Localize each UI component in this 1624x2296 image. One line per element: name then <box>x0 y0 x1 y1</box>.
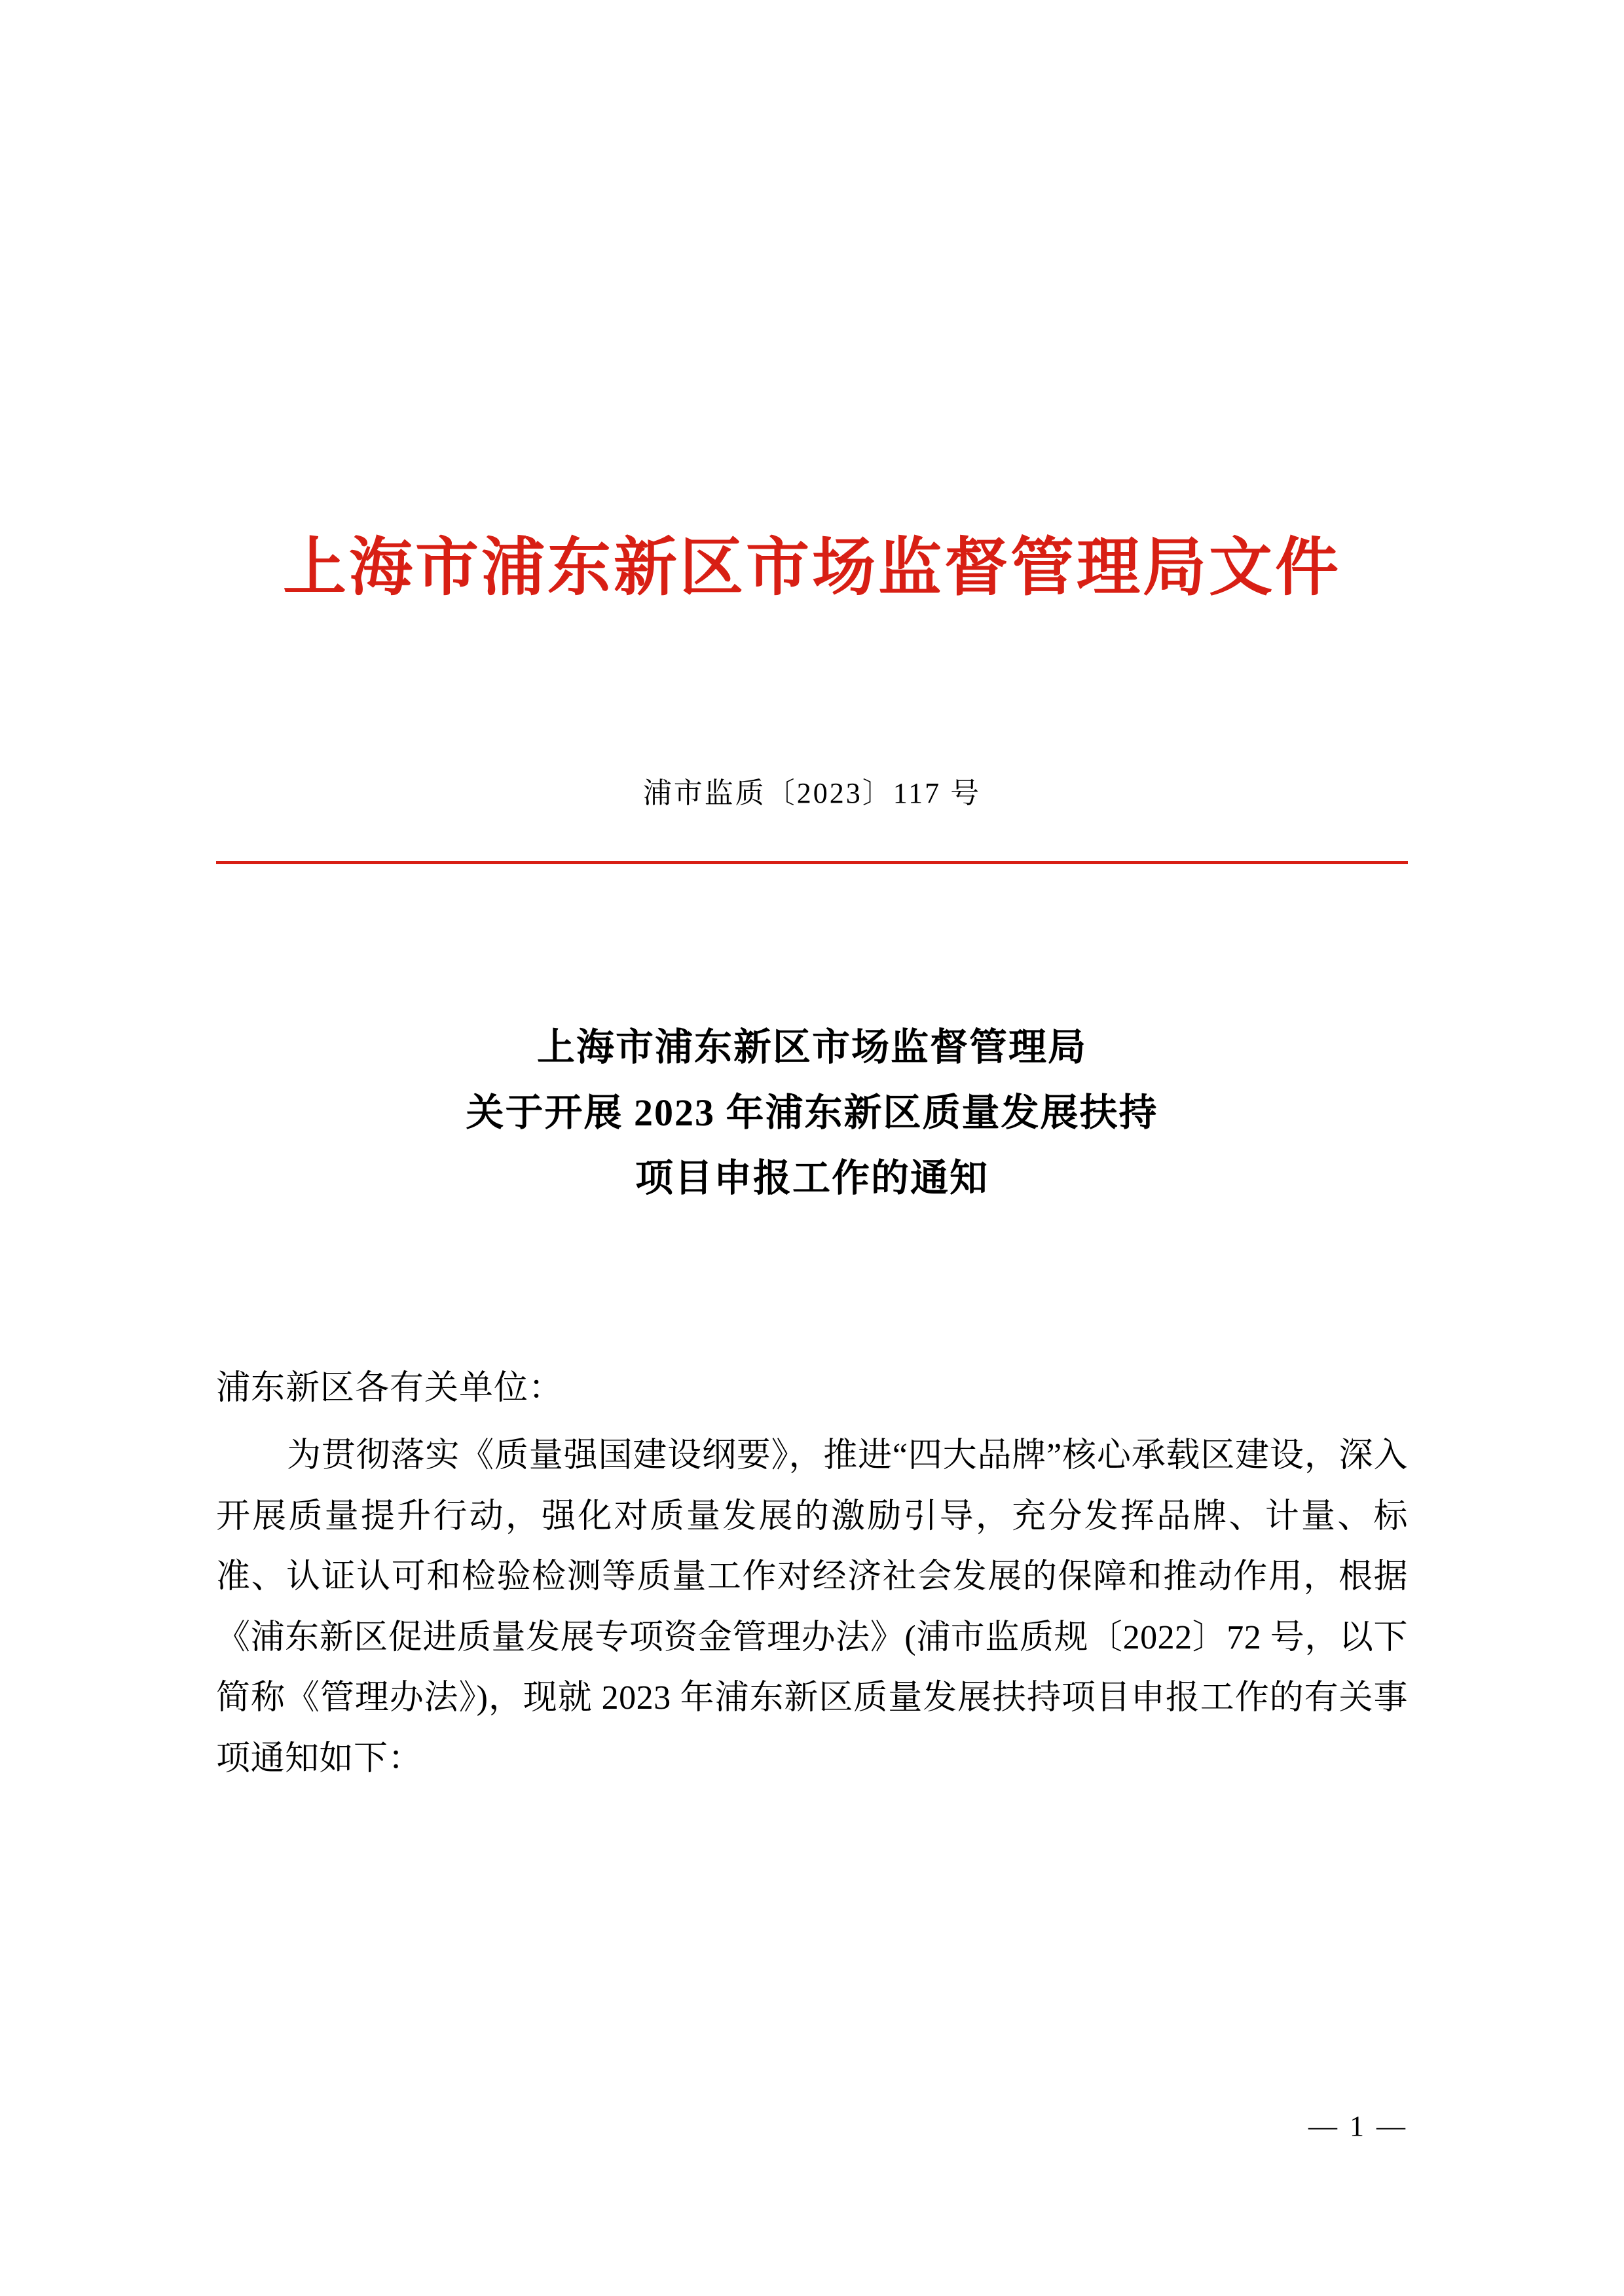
document-title-line-2: 关于开展 2023 年浦东新区质量发展扶持 <box>466 1091 1158 1134</box>
page-number: — 1 — <box>1308 2110 1408 2142</box>
red-divider-rule <box>216 861 1408 864</box>
document-header-banner: 上海市浦东新区市场监督管理局文件 <box>283 533 1341 603</box>
page-content <box>216 0 1408 2296</box>
body-paragraph-1: 为贯彻落实《质量强国建设纲要》，推进“四大品牌”核心承载区建设，深入开展质量提升行动，强化对质量发展的激励引导，充分发挥品牌、计量、标准、认证认可和检验检测等质量工作对经济社会发展的保障和推动作用，根据《浦东新区促进质量发展专项资金管理办法》(浦市监质规〔2022〕72 号，以下简称《管理办法》)，现就 2023 年浦东新区质量发展扶持项目申报工作的有关事项通知如下： <box>216 1437 1408 1777</box>
document-title-line-1: 上海市浦东新区市场监督管理局 <box>536 1026 1087 1068</box>
body-text <box>216 1426 1408 1789</box>
document-number: 浦市监质〔2023〕117 号 <box>642 777 982 809</box>
document-title-line-3: 项目申报工作的通知 <box>635 1156 989 1199</box>
salutation: 浦东新区各有关单位： <box>216 1370 564 1407</box>
document-title <box>216 1015 1408 1211</box>
